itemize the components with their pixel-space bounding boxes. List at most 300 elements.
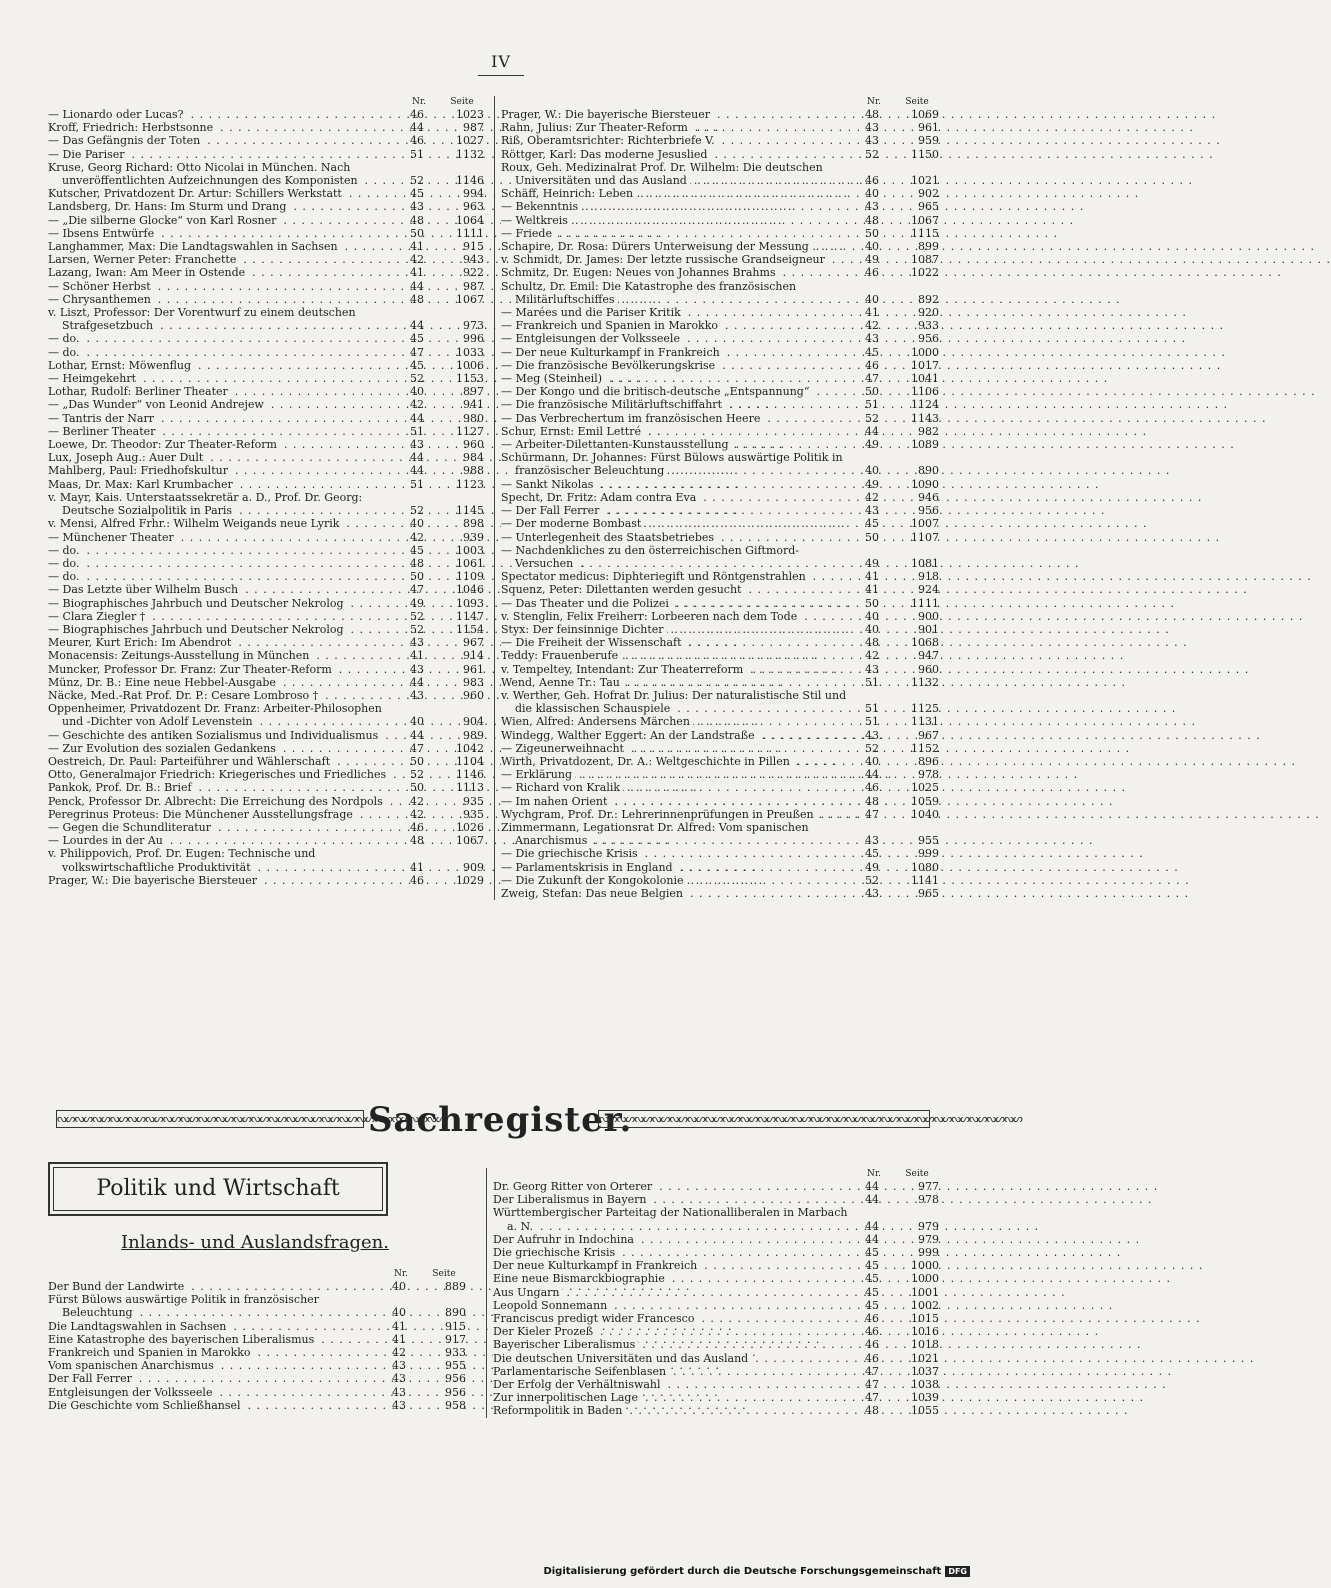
entry-nr: 42 <box>865 649 879 663</box>
entry-label: Spectator medicus: Diphteriegift und Röntgenstrahlen <box>501 570 809 583</box>
entry-label: Die deutschen Universitäten und das Ausland <box>493 1352 751 1365</box>
entry-title <box>493 1391 853 1404</box>
entry-nr: 49 <box>865 556 879 570</box>
entry-nr: 51 <box>865 702 879 716</box>
entry-label: v. Philippovich, Prof. Dr. Eugen: Technische und volkswirtschaftliche Produktivität <box>48 847 316 874</box>
entry-nr: 45 <box>865 517 879 531</box>
entry-label: — Das Verbrechertum im französischen Heere <box>501 412 763 425</box>
entry-label: — Geschichte des antiken Sozialismus und Individualismus <box>48 729 381 742</box>
entry-nr: 43 <box>865 504 879 518</box>
index-entry <box>48 280 486 293</box>
index-entry <box>48 557 486 570</box>
entry-label: Wien, Alfred: Andersens Märchen <box>501 715 693 728</box>
entry-page: 1146 <box>456 174 484 188</box>
entry-nr: 41 <box>865 306 879 320</box>
entry-page: 961 <box>918 121 939 135</box>
entry-page: 1026 <box>456 820 484 834</box>
entry-title <box>501 478 853 491</box>
entry-page: 956 <box>445 1372 466 1386</box>
page-number: IV <box>478 52 524 76</box>
entry-label: — Parlamentskrisis in England <box>501 861 676 874</box>
index-entry <box>493 1206 941 1232</box>
entry-title <box>501 781 853 794</box>
entry-page: 956 <box>445 1385 466 1399</box>
entry-label: — Frankreich und Spanien in Marokko <box>501 319 721 332</box>
entry-title <box>501 808 853 821</box>
index-entry <box>493 1338 941 1351</box>
entry-label: v. Werther, Geh. Hofrat Dr. Julius: Der naturalistische Stil und die klassischen Schauspiele <box>501 688 847 716</box>
entry-title <box>48 306 398 332</box>
entry-title <box>48 227 398 240</box>
seite-header: Seite <box>450 97 474 107</box>
entry-label: Riß, Oberamtsrichter: Richterbriefe V. <box>501 134 718 147</box>
entry-nr: 43 <box>392 1398 406 1412</box>
entry-title <box>501 253 853 266</box>
entry-title <box>501 504 853 517</box>
entry-label: — Bekenntnis <box>501 200 581 213</box>
nr-header: Nr. <box>866 1169 882 1179</box>
author-index-left-column <box>48 96 486 887</box>
entry-title <box>501 425 853 438</box>
entry-label: — Schöner Herbst <box>48 280 154 293</box>
entry-nr: 49 <box>865 438 879 452</box>
entry-page: 994 <box>463 187 484 201</box>
entry-nr: 45 <box>410 543 424 557</box>
entry-page: 1109 <box>456 570 484 584</box>
entry-page: 1115 <box>911 226 939 240</box>
entry-page: 1046 <box>456 583 484 597</box>
entry-nr: 52 <box>410 504 424 518</box>
entry-label: — Der Kongo und die britisch-deutsche „Entspannung“ <box>501 385 812 398</box>
entry-nr: 44 <box>410 319 424 333</box>
entry-page: 892 <box>918 292 939 306</box>
entry-label: Wychgram, Prof. Dr.: Lehrerinnenprüfungen in Preußen <box>501 808 817 821</box>
entry-label: Der Bund der Landwirte <box>48 1280 187 1293</box>
entry-nr: 46 <box>865 1351 879 1365</box>
index-entry <box>501 531 941 544</box>
seite-header: Seite <box>905 1169 929 1179</box>
entry-title <box>48 478 398 491</box>
entry-title <box>48 332 398 345</box>
entry-page: 1033 <box>456 345 484 359</box>
entry-title <box>48 768 398 781</box>
entry-page: 1081 <box>911 556 939 570</box>
entry-title <box>493 1193 853 1206</box>
entry-nr: 45 <box>410 358 424 372</box>
entry-title <box>48 372 398 385</box>
entry-page: 1018 <box>911 1338 939 1352</box>
entry-nr: 51 <box>410 424 424 438</box>
index-entry <box>48 240 486 253</box>
entry-page: 984 <box>463 451 484 465</box>
entry-nr: 47 <box>410 345 424 359</box>
entry-label: — Biographisches Jahrbuch und Deutscher Nekrolog <box>48 597 347 610</box>
entry-nr: 43 <box>865 728 879 742</box>
entry-page: 980 <box>463 411 484 425</box>
entry-page: 1007 <box>911 517 939 531</box>
entry-title <box>501 240 853 253</box>
entry-title <box>501 755 853 768</box>
entry-nr: 43 <box>865 200 879 214</box>
entry-nr: 48 <box>865 1404 879 1418</box>
entry-label: v. Mensi, Alfred Frhr.: Wilhelm Weigands neue Lyrik <box>48 517 342 530</box>
entry-nr: 48 <box>865 794 879 808</box>
seite-header: Seite <box>905 97 929 107</box>
entry-label: — Sankt Nikolas <box>501 478 596 491</box>
entry-label: Eine neue Bismarckbiographie <box>493 1272 668 1285</box>
entry-title <box>501 531 853 544</box>
entry-title <box>48 161 398 187</box>
index-entry <box>501 676 941 689</box>
entry-nr: 52 <box>410 622 424 636</box>
entry-page: 1124 <box>911 398 939 412</box>
entry-label: Wirth, Privatdozent, Dr. A.: Weltgeschichte in Pillen <box>501 755 793 768</box>
entry-label: Meurer, Kurt Erich: Im Abendrot <box>48 636 234 649</box>
index-entry <box>48 1346 468 1359</box>
entry-page: 941 <box>463 398 484 412</box>
entry-label: Schur, Ernst: Emil Lettré <box>501 425 644 438</box>
entry-title <box>501 517 853 530</box>
entry-label: Eine Katastrophe des bayerischen Liberalismus <box>48 1333 317 1346</box>
index-entry <box>501 781 941 794</box>
entry-label: Peregrinus Proteus: Die Münchener Ausstellungsfrage <box>48 808 356 821</box>
entry-label: Roux, Geh. Medizinalrat Prof. Dr. Wilhelm: Die deutschen Universitäten und das Ausland <box>501 160 823 188</box>
entry-title <box>48 636 398 649</box>
entry-page: 1141 <box>911 873 939 887</box>
entry-label: — Die Zukunft der Kongokolonie <box>501 874 687 887</box>
index-entry <box>48 359 486 372</box>
entry-nr: 47 <box>865 1364 879 1378</box>
entry-label: Zur innerpolitischen Lage <box>493 1391 641 1404</box>
entry-title <box>48 729 398 742</box>
entry-nr: 48 <box>865 213 879 227</box>
entry-nr: 40 <box>865 240 879 254</box>
entry-nr: 43 <box>410 438 424 452</box>
entry-page: 978 <box>918 768 939 782</box>
entry-page: 1025 <box>911 781 939 795</box>
entry-page: 1090 <box>911 477 939 491</box>
index-entry <box>48 438 486 451</box>
entry-nr: 43 <box>392 1359 406 1373</box>
index-entry <box>48 372 486 385</box>
entry-label: Franciscus predigt wider Francesco <box>493 1312 697 1325</box>
entry-title <box>48 451 398 464</box>
index-entry <box>48 531 486 544</box>
entry-nr: 44 <box>865 1232 879 1246</box>
entry-label: — Die griechische Krisis <box>501 847 641 860</box>
entry-page: 989 <box>463 728 484 742</box>
index-entry <box>501 121 941 134</box>
entry-nr: 46 <box>865 358 879 372</box>
index-entry <box>501 715 941 728</box>
entry-label: Teddy: Frauenberufe <box>501 649 621 662</box>
index-entry <box>48 385 486 398</box>
entry-nr: 46 <box>865 1325 879 1339</box>
index-entry <box>48 398 486 411</box>
entry-nr: 47 <box>410 583 424 597</box>
entry-label: Larsen, Werner Peter: Franchette <box>48 253 239 266</box>
entry-nr: 40 <box>865 754 879 768</box>
entry-label: — Weltkreis <box>501 214 571 227</box>
entry-title <box>48 293 398 306</box>
index-entry <box>493 1246 941 1259</box>
entry-page: 914 <box>463 649 484 663</box>
entry-label: — Das Gefängnis der Toten <box>48 134 203 147</box>
entry-label: Schultz, Dr. Emil: Die Katastrophe des französischen Militärluftschiffes <box>501 279 797 306</box>
index-entry <box>48 702 486 728</box>
entry-title <box>48 623 398 636</box>
entry-page: 1055 <box>911 1404 939 1418</box>
index-entry <box>493 1193 941 1206</box>
entry-page: 1006 <box>456 358 484 372</box>
entry-nr: 49 <box>865 477 879 491</box>
entry-page: 958 <box>445 1398 466 1412</box>
ornament-left: ᔓᔕᔓᔕᔓᔕᔓᔕᔓᔕᔓᔕᔓᔕᔓᔕᔓᔕᔓᔕᔓᔕᔓᔕᔓᔕᔓᔕᔓᔕᔓᔕᔓᔕᔓᔕᔓᔕᔓᔕᔓᔕᔓᔕ <box>56 1110 364 1128</box>
entry-page: 1113 <box>456 781 484 795</box>
entry-page: 1111 <box>456 226 484 240</box>
entry-label: Monacensis: Zeitungs-Ausstellung in München <box>48 649 312 662</box>
entry-page: 956 <box>918 332 939 346</box>
index-entry <box>493 1312 941 1325</box>
entry-title <box>48 1346 380 1359</box>
entry-title <box>48 1399 380 1412</box>
entry-nr: 47 <box>865 1391 879 1405</box>
entry-page: 890 <box>918 464 939 478</box>
index-entry <box>501 412 941 425</box>
subsection-title: Inlands- und Auslandsfragen. <box>121 1232 389 1253</box>
entry-page: 900 <box>918 609 939 623</box>
entry-page: 1147 <box>456 609 484 623</box>
index-entry <box>501 306 941 319</box>
index-entry <box>48 478 486 491</box>
index-entry <box>48 148 486 161</box>
entry-title <box>493 1246 853 1259</box>
entry-label: Bayerischer Liberalismus <box>493 1338 638 1351</box>
entry-nr: 42 <box>865 319 879 333</box>
entry-title <box>501 412 853 425</box>
index-entry <box>501 610 941 623</box>
entry-nr: 48 <box>865 108 879 121</box>
entry-nr: 48 <box>410 556 424 570</box>
entry-label: Pankok, Prof. Dr. B.: Brief <box>48 781 195 794</box>
entry-title <box>48 240 398 253</box>
entry-title <box>48 280 398 293</box>
entry-label: Wend, Aenne Tr.: Tau <box>501 676 623 689</box>
index-entry <box>501 847 941 860</box>
entry-nr: 51 <box>410 147 424 161</box>
entry-title <box>493 1312 853 1325</box>
entry-page: 1106 <box>911 385 939 399</box>
entry-title <box>501 134 853 147</box>
index-entry <box>493 1233 941 1246</box>
index-entry <box>501 517 941 530</box>
entry-page: 897 <box>463 385 484 399</box>
entry-title <box>493 1352 853 1365</box>
entry-title <box>48 610 398 623</box>
entry-page: 904 <box>463 715 484 729</box>
entry-label: Lux, Joseph Aug.: Auer Dult <box>48 451 206 464</box>
entry-label: Penck, Professor Dr. Albrecht: Die Erreichung des Nordpols <box>48 795 386 808</box>
entry-page: 987 <box>463 279 484 293</box>
entry-page: 1059 <box>911 794 939 808</box>
entry-title <box>48 214 398 227</box>
index-entry <box>501 478 941 491</box>
index-entry <box>48 781 486 794</box>
dfg-logo: DFG <box>945 1566 970 1577</box>
nr-header: Nr. <box>411 97 427 107</box>
entry-page: 898 <box>463 517 484 531</box>
entry-label: Prager, W.: Die bayerische Biersteuer <box>501 108 713 121</box>
index-entry <box>501 623 941 636</box>
entry-nr: 44 <box>865 768 879 782</box>
entry-label: Dr. Georg Ritter von Orterer <box>493 1180 655 1193</box>
index-entry <box>501 597 941 610</box>
entry-label: Muncker, Professor Dr. Franz: Zur Theater-Reform <box>48 663 335 676</box>
index-entry <box>501 491 941 504</box>
index-entry <box>48 1293 468 1319</box>
entry-label: v. Tempeltey, Intendant: Zur Theaterreform <box>501 663 746 676</box>
entry-nr: 46 <box>410 820 424 834</box>
index-entry <box>48 729 486 742</box>
entry-label: — Tantris der Narr <box>48 412 157 425</box>
index-entry <box>501 729 941 742</box>
entry-title <box>501 649 853 662</box>
entry-page: 1000 <box>911 345 939 359</box>
index-entry <box>501 636 941 649</box>
entry-title <box>501 610 853 623</box>
entry-page: 1022 <box>911 266 939 280</box>
entry-nr: 45 <box>865 1246 879 1260</box>
entry-title <box>48 570 398 583</box>
entry-title <box>48 795 398 808</box>
sachregister-banner <box>48 1098 1022 1146</box>
entry-label: Oestreich, Dr. Paul: Parteiführer und Wählerschaft <box>48 755 333 768</box>
index-entry <box>501 795 941 808</box>
entry-title <box>48 874 398 887</box>
entry-title <box>501 306 853 319</box>
index-entry <box>501 253 941 266</box>
entry-label: — Nachdenkliches zu den österreichischen Giftmord-Versuchen <box>501 543 800 570</box>
entry-page: 890 <box>445 1306 466 1320</box>
entry-page: 1061 <box>456 556 484 570</box>
index-entry <box>501 451 941 477</box>
entry-nr: 49 <box>865 253 879 267</box>
entry-label: — Meg (Steinheil) <box>501 372 605 385</box>
entry-nr: 48 <box>410 292 424 306</box>
entry-label: — Unterlegenheit des Staatsbetriebes <box>501 531 717 544</box>
index-entry <box>48 1399 468 1412</box>
index-entry <box>48 1372 468 1385</box>
entry-label: Reformpolitik in Baden <box>493 1404 625 1417</box>
entry-nr: 51 <box>410 477 424 491</box>
footer-text: Digitalisierung gefördert durch die Deutsche Forschungsgemeinschaft <box>543 1566 942 1577</box>
index-entry <box>48 200 486 213</box>
entry-nr: 45 <box>865 1285 879 1299</box>
entry-page: 1017 <box>911 358 939 372</box>
entry-nr: 51 <box>865 675 879 689</box>
entry-label: Röttger, Karl: Das moderne Jesuslied <box>501 148 710 161</box>
index-entry <box>48 1320 468 1333</box>
entry-title <box>48 1320 380 1333</box>
entry-label: Maas, Dr. Max: Karl Krumbacher <box>48 478 236 491</box>
entry-title <box>48 821 398 834</box>
entry-label: Rahn, Julius: Zur Theater-Reform <box>501 121 691 134</box>
entry-title <box>501 438 853 451</box>
entry-page: 955 <box>445 1359 466 1373</box>
entry-label: Kruse, Georg Richard: Otto Nicolai in München. Nach unveröffentlichten Aufzeichnungen des Komponisten <box>48 161 361 187</box>
entry-page: 1027 <box>456 134 484 148</box>
entry-title <box>48 1386 380 1399</box>
entry-title <box>48 200 398 213</box>
entry-nr: 41 <box>392 1332 406 1346</box>
index-entry <box>501 280 941 306</box>
entry-page: 1000 <box>911 1272 939 1286</box>
index-entry <box>48 306 486 332</box>
entry-title <box>48 781 398 794</box>
entry-page: 1131 <box>911 715 939 729</box>
entry-title <box>48 491 398 517</box>
index-entry <box>48 451 486 464</box>
index-entry <box>501 544 941 570</box>
entry-page: 889 <box>445 1280 466 1293</box>
entry-page: 955 <box>918 834 939 848</box>
entry-nr: 40 <box>410 517 424 531</box>
entry-page: 1080 <box>911 860 939 874</box>
index-entry <box>48 847 486 873</box>
entry-page: 922 <box>463 266 484 280</box>
entry-page: 901 <box>918 622 939 636</box>
entry-nr: 41 <box>410 649 424 663</box>
entry-nr: 51 <box>865 715 879 729</box>
entry-nr: 41 <box>410 240 424 254</box>
entry-label: Mahlberg, Paul: Friedhofskultur <box>48 464 231 477</box>
entry-title <box>501 597 853 610</box>
entry-label: Oppenheimer, Privatdozent Dr. Franz: Arbeiter-Philosophen und -Dichter von Adolf Levenstein <box>48 702 382 729</box>
entry-nr: 43 <box>410 662 424 676</box>
entry-nr: 52 <box>410 609 424 623</box>
entry-title <box>48 597 398 610</box>
entry-label: Der Fall Ferrer <box>48 1372 135 1385</box>
entry-page: 915 <box>445 1319 466 1333</box>
entry-title <box>48 108 398 121</box>
entry-nr: 46 <box>410 134 424 148</box>
entry-page: 977 <box>918 1180 939 1193</box>
index-entry <box>501 359 941 372</box>
entry-nr: 48 <box>410 213 424 227</box>
entry-title <box>48 755 398 768</box>
entry-page: 956 <box>918 504 939 518</box>
entry-label: — Friede <box>501 227 555 240</box>
entry-page: 960 <box>918 662 939 676</box>
entry-title <box>48 689 398 702</box>
entry-label: — do. <box>48 570 82 583</box>
entry-title <box>501 332 853 345</box>
entry-label: Der Erfolg der Verhältniswahl <box>493 1378 664 1391</box>
index-entry <box>48 808 486 821</box>
entry-nr: 47 <box>865 1378 879 1392</box>
entry-nr: 47 <box>865 807 879 821</box>
entry-page: 917 <box>445 1332 466 1346</box>
entry-nr: 43 <box>865 662 879 676</box>
entry-title <box>501 148 853 161</box>
index-entry <box>493 1286 941 1299</box>
index-entry <box>501 200 941 213</box>
index-entry <box>48 768 486 781</box>
index-entry <box>501 187 941 200</box>
index-entry <box>501 768 941 781</box>
entry-nr: 43 <box>865 121 879 135</box>
entry-nr: 52 <box>865 411 879 425</box>
